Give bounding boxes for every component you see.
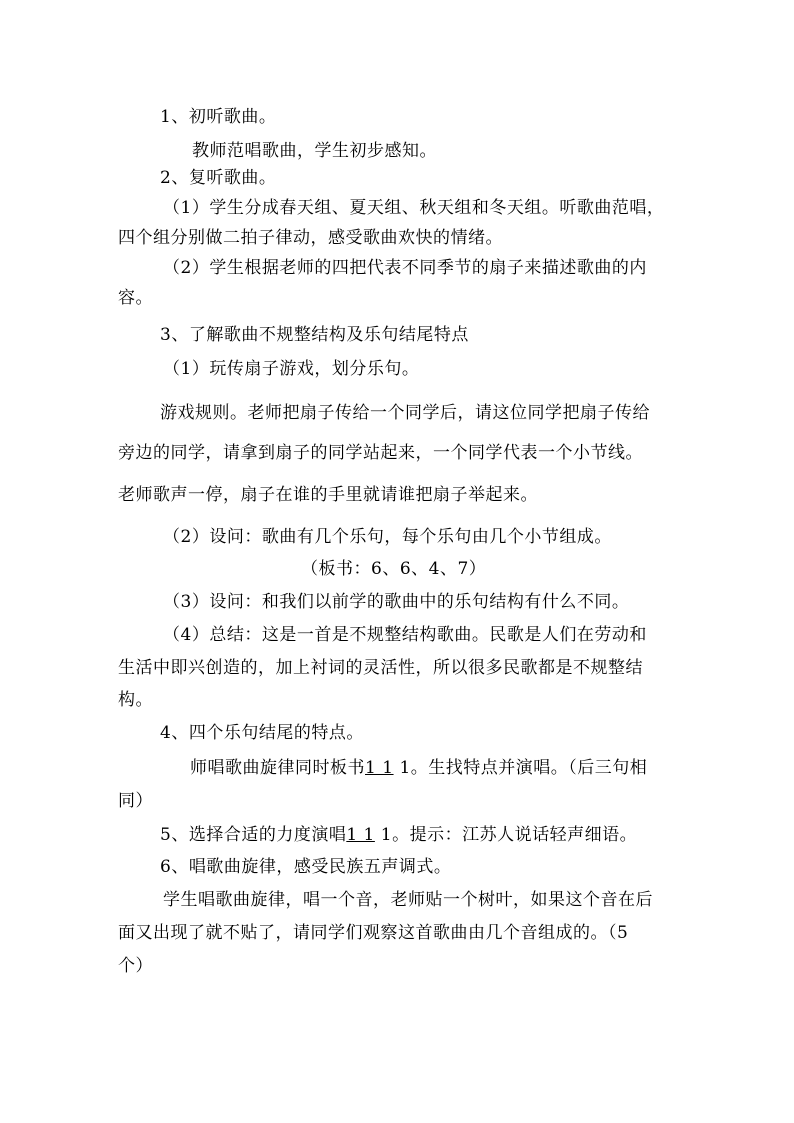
paragraph-text: 5、选择合适的力度演唱 <box>160 825 347 845</box>
paragraph: 容。 <box>118 288 153 308</box>
paragraph: 构。 <box>118 690 153 710</box>
paragraph: 个） <box>118 956 153 976</box>
paragraph: （1）学生分成春天组、夏天组、秋天组和冬天组。听歌曲范唱， <box>163 198 665 218</box>
board-note: （板书：6、6、4、7） <box>301 559 487 579</box>
item-2-heading: 2、复听歌曲。 <box>160 168 277 188</box>
paragraph: 老师歌声一停，扇子在谁的手里就请谁把扇子举起来。 <box>118 485 538 505</box>
paragraph: 面又出现了就不贴了，请同学们观察这首歌曲由几个音组成的。（5 <box>118 923 629 943</box>
paragraph: （4）总结：这是一首是不规整结构歌曲。民歌是人们在劳动和 <box>163 625 647 645</box>
paragraph: 学生唱歌曲旋律，唱一个音，老师贴一个树叶，如果这个音在后 <box>163 890 653 910</box>
paragraph: 四个组分别做二拍子律动，感受歌曲欢快的情绪。 <box>118 228 503 248</box>
item-1-heading: 1、初听歌曲。 <box>160 107 277 127</box>
notation-underlined: 1 1 <box>346 825 375 845</box>
paragraph-text: 1。提示：江苏人说话轻声细语。 <box>374 825 638 845</box>
paragraph-text: 1。生找特点并演唱。（后三句相 <box>393 758 648 778</box>
item-5-heading <box>160 824 637 846</box>
item-4-heading: 4、四个乐句结尾的特点。 <box>160 723 364 743</box>
paragraph: 旁边的同学，请拿到扇子的同学站起来，一个同学代表一个小节线。 <box>118 443 643 463</box>
paragraph: 教师范唱歌曲，学生初步感知。 <box>192 141 437 161</box>
item-6-heading: 6、唱歌曲旋律，感受民族五声调式。 <box>160 857 452 877</box>
paragraph: 同） <box>118 791 153 811</box>
paragraph: 生活中即兴创造的，加上衬词的灵活性，所以很多民歌都是不规整结 <box>118 658 643 678</box>
item-3-heading: 3、了解歌曲不规整结构及乐句结尾特点 <box>160 325 469 345</box>
paragraph <box>190 757 647 779</box>
paragraph: （3）设问：和我们以前学的歌曲中的乐句结构有什么不同。 <box>163 592 630 612</box>
paragraph: （2）学生根据老师的四把代表不同季节的扇子来描述歌曲的内 <box>163 258 647 278</box>
paragraph-text: 师唱歌曲旋律同时板书 <box>190 758 365 778</box>
notation-underlined: 1 1 <box>365 758 394 778</box>
paragraph: 游戏规则。老师把扇子传给一个同学后，请这位同学把扇子传给 <box>160 403 650 423</box>
paragraph: （1）玩传扇子游戏，划分乐句。 <box>163 359 420 379</box>
paragraph: （2）设问：歌曲有几个乐句，每个乐句由几个小节组成。 <box>163 527 612 547</box>
